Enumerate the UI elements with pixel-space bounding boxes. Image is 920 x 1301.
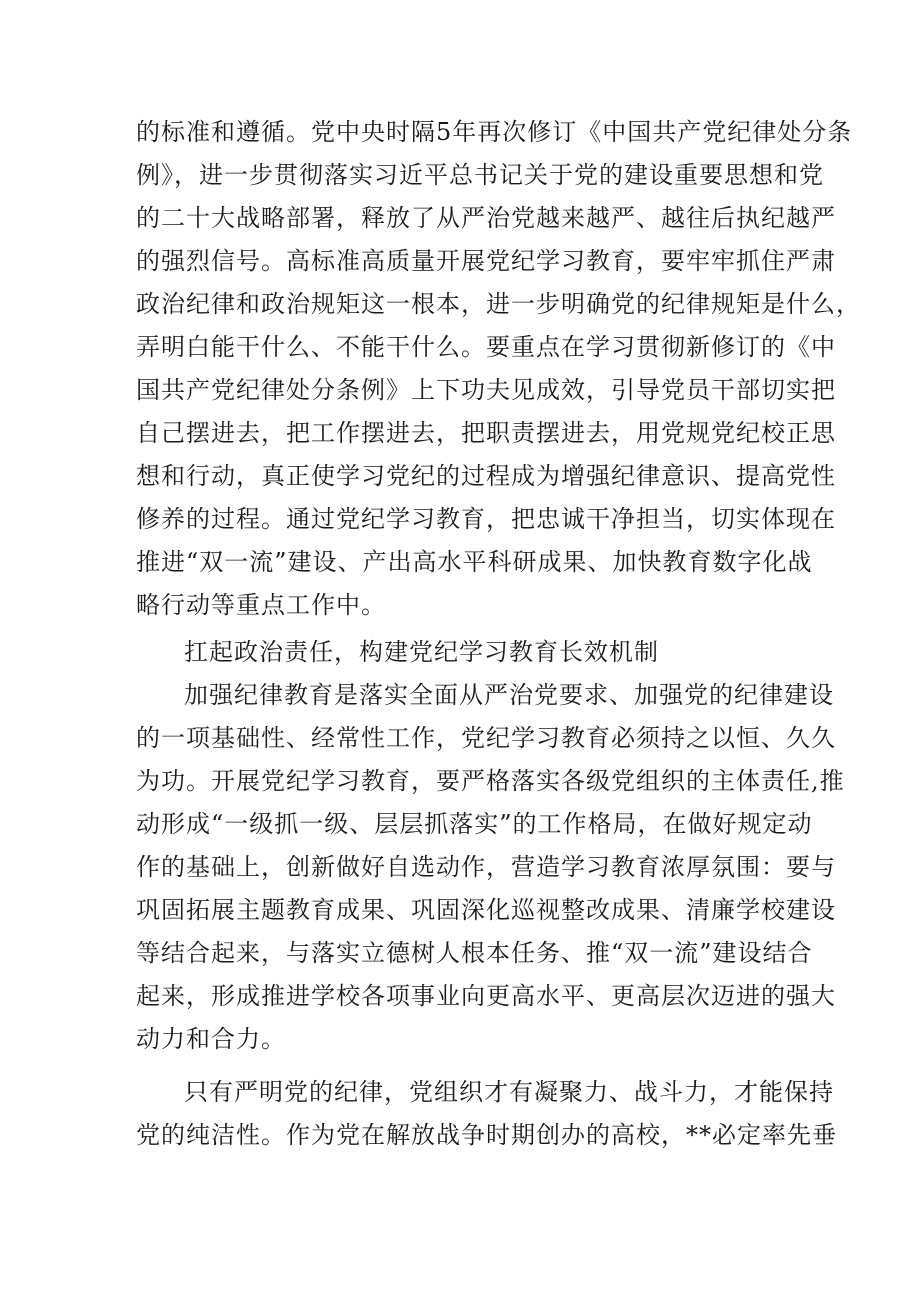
text-line: 为功。开展党纪学习教育，要严格落实各级党组织的主体责任,推 [136, 767, 845, 795]
text-line: 想和行动，真正使学习党纪的过程成为增强纪律意识、提高党性 [136, 462, 836, 490]
text-line: 的强烈信号。高标准高质量开展党纪学习教育，要牢牢抓住严肃 [136, 247, 836, 275]
text-line: 起来，形成推进学校各项事业向更高水平、更高层次迈进的强大 [136, 982, 836, 1010]
text-line: 的二十大战略部署，释放了从严治党越来越严、越往后执纪越严 [136, 204, 836, 232]
text-line: 动力和合力。 [136, 1025, 286, 1053]
text-line: 党的纯洁性。作为党在解放战争时期创办的高校，**必定率先垂 [136, 1121, 837, 1149]
text-line: 推进“双一流”建设、产出高水平科研成果、加快教育数字化战 [136, 548, 813, 576]
text-line: 巩固拓展主题教育成果、巩固深化巡视整改成果、清廉学校建设 [136, 896, 836, 924]
text-line: 动形成“一级抓一级、层层抓落实”的工作格局，在做好规定动 [136, 810, 813, 838]
text-line: 的标准和遵循。党中央时隔5年再次修订《中国共产党纪律处分条 [136, 118, 853, 146]
text-line: 加强纪律教育是落实全面从严治党要求、加强党的纪律建设 [184, 681, 834, 709]
text-line: 政治纪律和政治规矩这一根本，进一步明确党的纪律规矩是什么， [136, 290, 861, 318]
text-line: 国共产党纪律处分条例》上下功夫见成效，引导党员干部切实把 [136, 376, 836, 404]
text-line: 作的基础上，创新做好自选动作，营造学习教育浓厚氛围：要与 [136, 853, 836, 881]
text-line: 弄明白能干什么、不能干什么。要重点在学习贯彻新修订的《中 [136, 333, 836, 361]
text-line: 自己摆进去，把工作摆进去，把职责摆进去，用党规党纪校正思 [136, 419, 836, 447]
text-line: 略行动等重点工作中。 [136, 591, 386, 619]
text-line: 例》，进一步贯彻落实习近平总书记关于党的建设重要思想和党 [136, 161, 824, 189]
section-heading: 扛起政治责任，构建党纪学习教育长效机制 [184, 638, 659, 666]
text-line: 修养的过程。通过党纪学习教育，把忠诚干净担当，切实体现在 [136, 505, 836, 533]
text-line: 的一项基础性、经常性工作，党纪学习教育必须持之以恒、久久 [136, 724, 836, 752]
text-line: 只有严明党的纪律，党组织才有凝聚力、战斗力，才能保持 [184, 1078, 834, 1106]
text-line: 等结合起来，与落实立德树人根本任务、推“双一流”建设结合 [136, 939, 813, 967]
